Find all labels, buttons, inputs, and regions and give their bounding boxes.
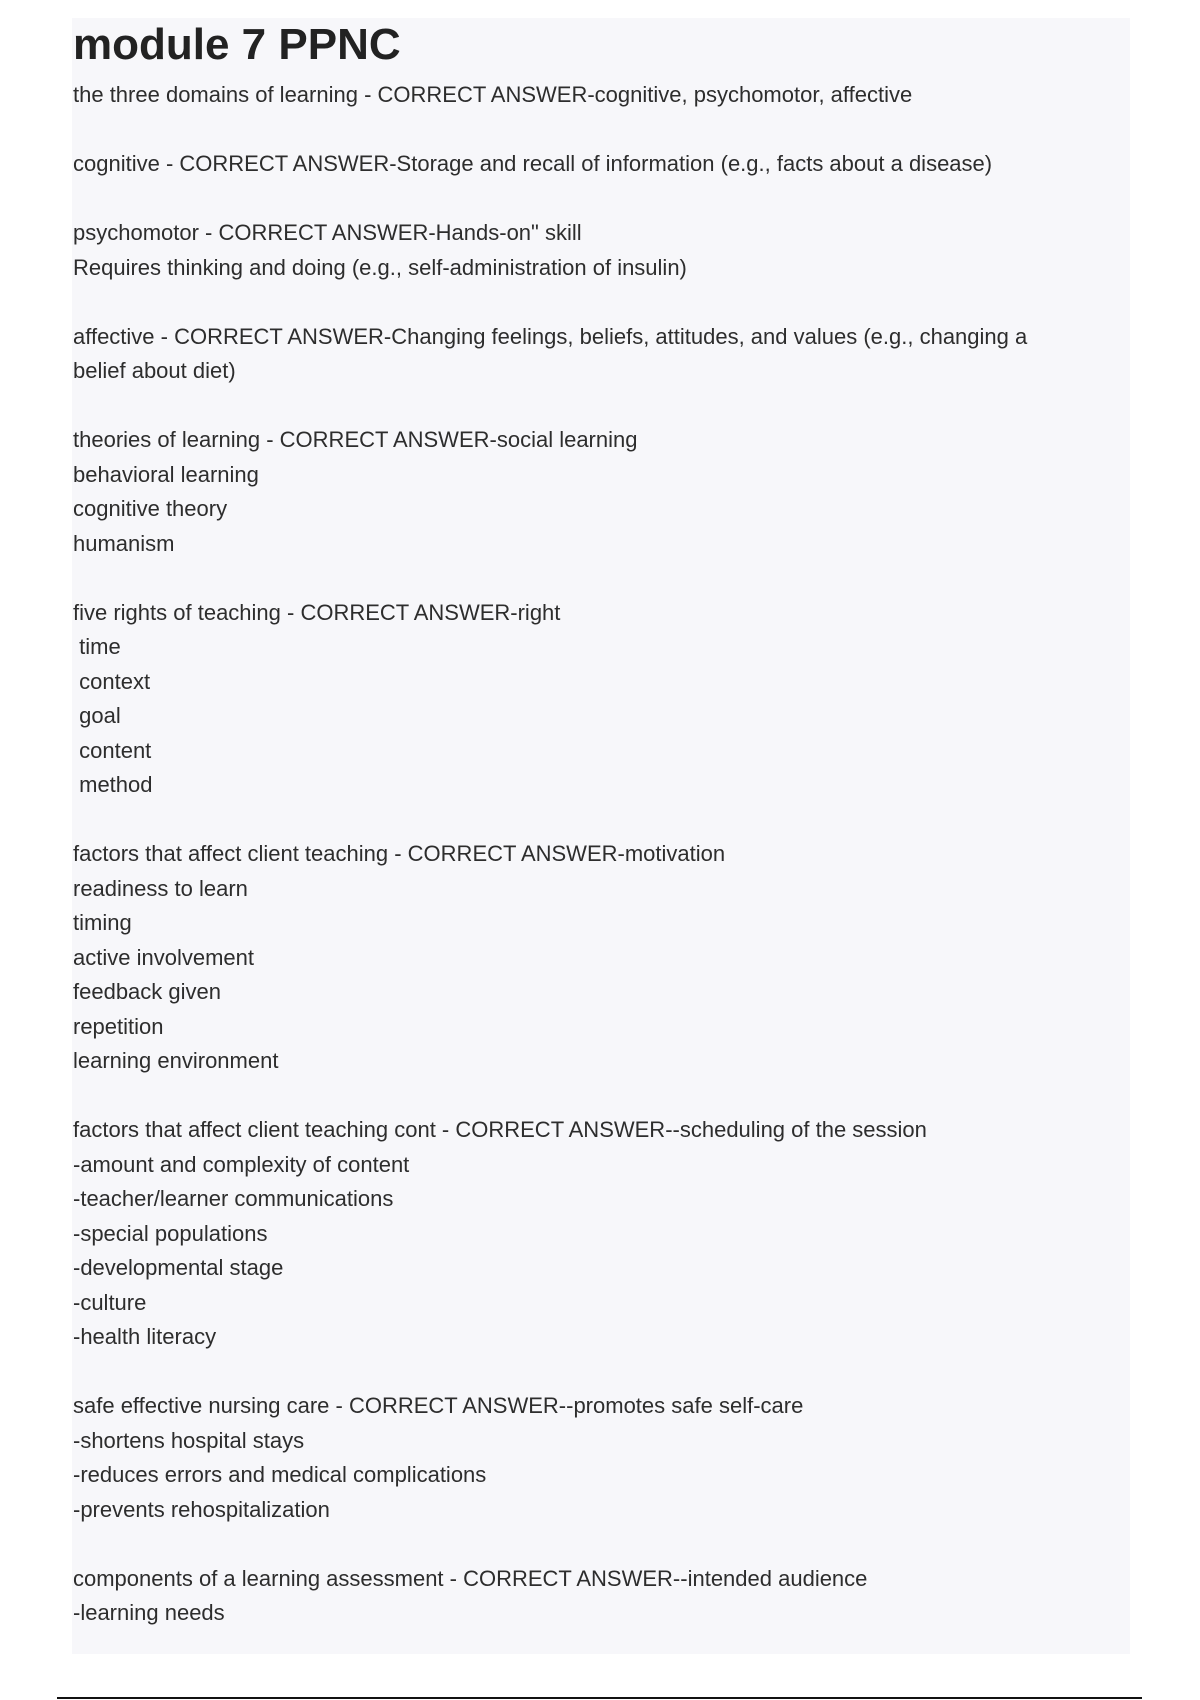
flashcard-line: five rights of teaching - CORRECT ANSWER-right (73, 599, 561, 625)
flashcard-line: theories of learning - CORRECT ANSWER-social learning (73, 427, 638, 452)
flashcard-line: timing (73, 910, 132, 935)
flashcard-item (73, 596, 1131, 803)
flashcard-item (73, 1113, 1131, 1355)
flashcard-item (73, 320, 1131, 389)
flashcard-line: cognitive - CORRECT ANSWER-Storage and recall of information (e.g., facts about a disease) (73, 151, 993, 176)
flashcard-item (73, 1562, 1131, 1631)
flashcard-line: -shortens hospital stays (73, 1427, 305, 1453)
page-title: module 7 PPNC (73, 20, 401, 69)
flashcard-item (73, 78, 1131, 113)
flashcard-line: readiness to learn (73, 875, 248, 901)
flashcard-line: factors that affect client teaching cont - CORRECT ANSWER--scheduling of the session (73, 1117, 927, 1142)
flashcard-line: -culture (73, 1289, 147, 1315)
flashcard-line: behavioral learning (73, 461, 259, 487)
flashcard-line: Requires thinking and doing (e.g., self-administration of insulin) (73, 254, 687, 280)
flashcard-line: affective - CORRECT ANSWER-Changing feelings, beliefs, attitudes, and values (e.g., changing a (73, 323, 1028, 349)
flashcard-line: repetition (73, 1013, 164, 1039)
flashcard-line: the three domains of learning - CORRECT ANSWER-cognitive, psychomotor, affective (73, 82, 913, 107)
flashcard-list (73, 78, 1131, 1665)
flashcard-line: components of a learning assessment - CORRECT ANSWER--intended audience (73, 1565, 868, 1591)
flashcard-line: feedback given (73, 979, 221, 1004)
flashcard-line: factors that affect client teaching - CORRECT ANSWER-motivation (73, 841, 726, 866)
flashcard-line: belief about diet) (73, 358, 236, 383)
flashcard-item (73, 1389, 1131, 1527)
flashcard-line: cognitive theory (73, 496, 228, 521)
flashcard-line: goal (73, 703, 121, 728)
flashcard-line: -teacher/learner communications (73, 1186, 394, 1211)
flashcard-item (73, 423, 1131, 561)
flashcard-line: context (73, 668, 151, 694)
flashcard-line: content (73, 737, 152, 763)
flashcard-line: psychomotor - CORRECT ANSWER-Hands-on" skill (73, 220, 582, 245)
flashcard-line: -special populations (73, 1220, 268, 1246)
flashcard-line: method (73, 772, 153, 797)
flashcard-line: -reduces errors and medical complications (73, 1462, 487, 1487)
flashcard-line: safe effective nursing care - CORRECT ANSWER--promotes safe self-care (73, 1393, 804, 1418)
flashcard-item (73, 216, 1131, 285)
flashcard-line: active involvement (73, 944, 254, 970)
flashcard-line: time (73, 634, 121, 659)
flashcard-line: -amount and complexity of content (73, 1151, 410, 1177)
flashcard-item (73, 837, 1131, 1079)
flashcard-line: -health literacy (73, 1324, 217, 1349)
flashcard-line: -learning needs (73, 1600, 225, 1625)
flashcard-line: humanism (73, 530, 175, 556)
flashcard-line: learning environment (73, 1048, 279, 1073)
flashcard-item (73, 147, 1131, 182)
flashcard-line: -prevents rehospitalization (73, 1496, 330, 1522)
flashcard-line: -developmental stage (73, 1255, 284, 1280)
page-bottom-rule (57, 1697, 1142, 1699)
